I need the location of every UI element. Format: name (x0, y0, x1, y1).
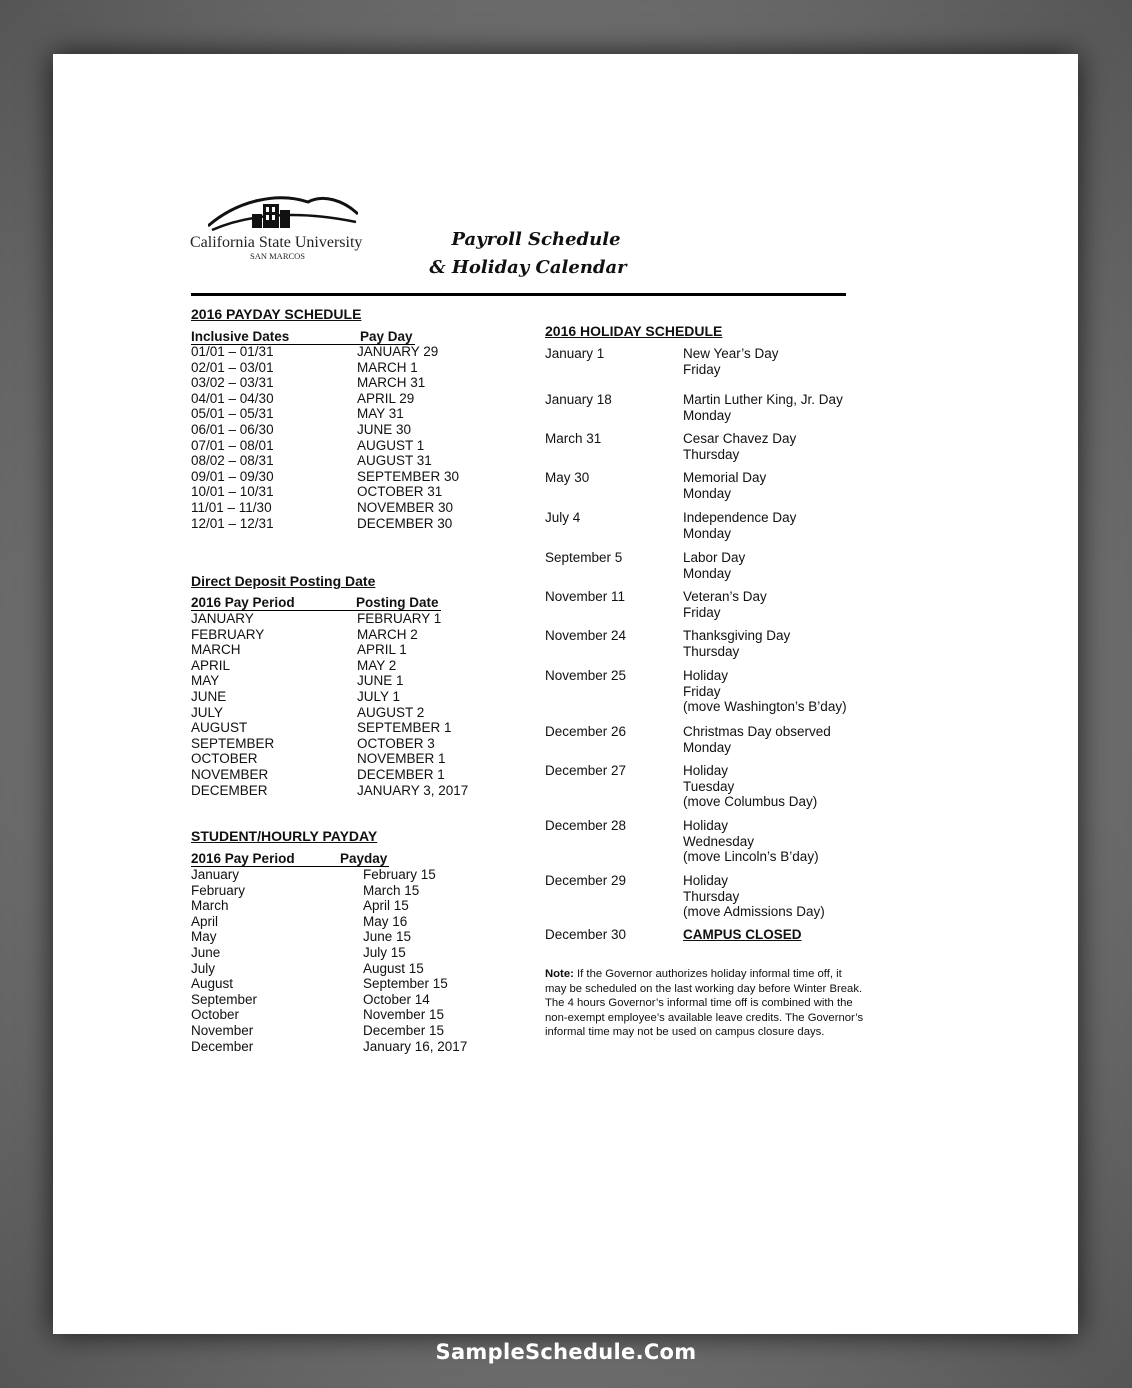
table-row (191, 961, 511, 977)
table-row (191, 720, 511, 736)
holiday-detail: Thursday (683, 888, 740, 904)
holiday-name: Holiday (683, 763, 729, 778)
table-cell-date: DECEMBER 1 (357, 766, 445, 782)
holiday-detail: Monday (683, 565, 732, 581)
table-row (191, 500, 491, 516)
deposit-section-title: Direct Deposit Posting Date (191, 573, 376, 589)
table-cell-period: December (191, 1038, 254, 1054)
holiday-name: Memorial Day (683, 470, 767, 485)
table-row (191, 375, 491, 391)
table-row (191, 642, 511, 658)
holiday-name: CAMPUS CLOSED (683, 927, 802, 942)
table-cell-period: JUNE (191, 688, 227, 704)
holiday-date: March 31 (545, 431, 602, 446)
table-cell-period: April (191, 913, 219, 929)
table-cell-date: December 15 (363, 1022, 445, 1038)
holiday-detail: Friday (683, 604, 721, 620)
holiday-date: May 30 (545, 470, 590, 485)
holiday-name: Labor Day (683, 550, 746, 565)
table-row (191, 484, 491, 500)
holiday-detail: Thursday (683, 643, 740, 659)
holiday-name: Holiday (683, 818, 729, 833)
logo-name: California State University (190, 234, 363, 251)
note-text: If the Governor authorizes holiday informal time off, it may be scheduled on the last working day before Winter Break. The 4 hours Governor’s informal time off is combined with the non-exempt employee’s available leave credits. The Governor’s informal time may not be used on campus closure days. (545, 968, 864, 1038)
holiday-name: New Year’s Day (683, 346, 779, 361)
table-cell-date: AUGUST 2 (357, 704, 425, 720)
holiday-description (683, 470, 766, 501)
holiday-date: December 30 (545, 927, 627, 942)
table-cell-period: 04/01 – 04/30 (191, 390, 274, 406)
holiday-date: December 27 (545, 763, 627, 778)
table-row (191, 1007, 511, 1023)
table-cell-period: FEBRUARY (191, 626, 265, 642)
table-cell-date: AUGUST 31 (357, 453, 432, 469)
table-row (191, 360, 491, 376)
table-cell-period: 06/01 – 06/30 (191, 421, 274, 437)
table-row (191, 914, 511, 930)
header-divider (191, 293, 846, 296)
watermark: SampleSchedule.Com (435, 1340, 697, 1364)
table-cell-period: October (191, 1007, 240, 1023)
table-row (191, 689, 511, 705)
table-row (191, 767, 511, 783)
table-cell-date: MARCH 1 (357, 359, 418, 375)
holiday-date: January 1 (545, 346, 605, 361)
table-row (191, 627, 511, 643)
table-cell-date: DECEMBER 30 (357, 515, 453, 531)
campus-skyline-icon (208, 190, 358, 236)
holiday-description (683, 589, 767, 620)
table-cell-period: SEPTEMBER (191, 735, 275, 751)
holiday-detail: (move Washington’s B’day) (683, 699, 847, 715)
table-row (191, 867, 511, 883)
holiday-detail: Friday (683, 361, 721, 377)
table-cell-period: August (191, 976, 234, 992)
table-cell-date: March 15 (363, 882, 420, 898)
table-cell-date: MAY 31 (357, 406, 404, 422)
holiday-detail: Monday (683, 407, 732, 423)
table-cell-date: February 15 (363, 867, 436, 882)
table-cell-date: April 15 (363, 898, 409, 914)
holiday-description (683, 927, 802, 943)
holiday-date: September 5 (545, 550, 623, 565)
payday-col1-header: Inclusive Dates (191, 329, 290, 344)
holiday-name: Martin Luther King, Jr. Day (683, 392, 843, 407)
table-row (191, 976, 511, 992)
table-cell-date: JANUARY 29 (357, 344, 439, 359)
holiday-section-title: 2016 HOLIDAY SCHEDULE (545, 323, 723, 339)
table-cell-period: January (191, 867, 240, 882)
table-cell-date: JUNE 30 (357, 421, 412, 437)
table-cell-period: 10/01 – 10/31 (191, 484, 274, 500)
holiday-detail: Monday (683, 485, 732, 501)
table-row (191, 469, 491, 485)
holiday-date: November 11 (545, 589, 626, 604)
holiday-description (683, 668, 847, 715)
table-cell-date: MAY 2 (357, 657, 397, 673)
holiday-detail: Monday (683, 739, 732, 755)
student-section-title: STUDENT/HOURLY PAYDAY (191, 828, 378, 844)
table-row (191, 736, 511, 752)
table-row (191, 406, 491, 422)
table-cell-period: 08/02 – 08/31 (191, 453, 274, 469)
table-cell-period: September (191, 991, 258, 1007)
table-cell-period: November (191, 1022, 254, 1038)
table-cell-period: OCTOBER (191, 751, 258, 767)
table-cell-period: 12/01 – 12/31 (191, 515, 274, 531)
holiday-name: Independence Day (683, 510, 797, 525)
table-row (191, 898, 511, 914)
table-cell-period: 05/01 – 05/31 (191, 406, 274, 422)
deposit-col2-header: Posting Date (356, 595, 439, 610)
holiday-description (683, 628, 790, 659)
table-cell-period: February (191, 882, 246, 898)
table-cell-date: MARCH 31 (357, 375, 426, 391)
holiday-description (683, 763, 817, 810)
holiday-detail: (move Admissions Day) (683, 904, 825, 920)
table-cell-period: March (191, 898, 229, 914)
holiday-date: December 26 (545, 724, 627, 739)
table-row (191, 883, 511, 899)
table-cell-date: January 16, 2017 (363, 1038, 468, 1054)
table-cell-period: July (191, 960, 216, 976)
document-title-line2: & Holiday Calendar (429, 257, 627, 278)
payday-table (191, 344, 491, 531)
holiday-description (683, 818, 819, 865)
table-cell-period: DECEMBER (191, 782, 268, 798)
table-cell-period: 11/01 – 11/30 (191, 499, 272, 515)
table-row (191, 516, 491, 532)
holiday-description (683, 346, 779, 377)
table-cell-period: JANUARY (191, 611, 254, 626)
table-row (191, 422, 491, 438)
holiday-date: November 25 (545, 668, 627, 683)
holiday-description (683, 392, 843, 423)
holiday-description (683, 510, 796, 541)
table-cell-period: AUGUST (191, 720, 248, 736)
table-cell-date: JUNE 1 (357, 673, 404, 689)
table-cell-date: June 15 (363, 929, 412, 945)
table-cell-date: JANUARY 3, 2017 (357, 782, 469, 798)
table-row (191, 1023, 511, 1039)
table-cell-period: JULY (191, 704, 224, 720)
table-row (191, 438, 491, 454)
table-row (191, 945, 511, 961)
holiday-date: November 24 (545, 628, 627, 643)
student-col2-header: Payday (340, 851, 388, 866)
holiday-name: Cesar Chavez Day (683, 431, 797, 446)
table-row (191, 783, 511, 799)
holiday-date: January 18 (545, 392, 612, 407)
table-cell-period: 07/01 – 08/01 (191, 437, 274, 453)
holiday-description (683, 873, 825, 920)
deposit-col1-header: 2016 Pay Period (191, 595, 295, 610)
holiday-name: Veteran’s Day (683, 589, 767, 604)
table-cell-date: May 16 (363, 913, 408, 929)
holiday-name: Thanksgiving Day (683, 628, 791, 643)
student-col1-header: 2016 Pay Period (191, 851, 295, 866)
document-title-line1: Payroll Schedule (451, 229, 621, 250)
table-cell-date: November 15 (363, 1007, 445, 1023)
university-logo (190, 190, 380, 265)
table-cell-date: MARCH 2 (357, 626, 418, 642)
table-cell-period: May (191, 929, 217, 945)
table-cell-date: SEPTEMBER 30 (357, 468, 460, 484)
table-cell-date: August 15 (363, 960, 424, 976)
table-cell-date: OCTOBER 31 (357, 484, 443, 500)
table-cell-period: 02/01 – 03/01 (191, 359, 274, 375)
table-row (191, 391, 491, 407)
holiday-detail: Wednesday (683, 833, 755, 849)
table-row (191, 453, 491, 469)
table-row (191, 344, 491, 360)
logo-subtitle: SAN MARCOS (250, 251, 306, 261)
table-cell-period: 03/02 – 03/31 (191, 375, 274, 391)
holiday-detail: (move Lincoln’s B’day) (683, 849, 819, 865)
table-cell-date: NOVEMBER 1 (357, 751, 446, 767)
note-label: Note: (545, 968, 574, 980)
table-cell-period: MARCH (191, 642, 241, 658)
holiday-detail: Monday (683, 525, 732, 541)
table-row (191, 929, 511, 945)
table-cell-date: NOVEMBER 30 (357, 499, 454, 515)
holiday-date: December 28 (545, 818, 627, 833)
table-cell-date: October 14 (363, 991, 430, 1007)
payday-section-title: 2016 PAYDAY SCHEDULE (191, 306, 362, 322)
table-cell-period: 01/01 – 01/31 (191, 344, 274, 359)
table-cell-period: 09/01 – 09/30 (191, 468, 274, 484)
table-cell-date: OCTOBER 3 (357, 735, 435, 751)
table-cell-period: NOVEMBER (191, 766, 269, 782)
holiday-description (683, 724, 831, 755)
holiday-detail: Tuesday (683, 778, 735, 794)
holiday-description (683, 550, 745, 581)
table-cell-date: July 15 (363, 944, 406, 960)
document-page (53, 54, 1078, 1334)
table-row (191, 992, 511, 1008)
holiday-detail: (move Columbus Day) (683, 794, 818, 810)
table-row (191, 673, 511, 689)
table-cell-period: MAY (191, 673, 220, 689)
table-row (191, 705, 511, 721)
holiday-description (683, 431, 796, 462)
student-table (191, 867, 511, 1054)
table-cell-date: JULY 1 (357, 688, 401, 704)
holiday-date: December 29 (545, 873, 627, 888)
table-cell-date: SEPTEMBER 1 (357, 720, 452, 736)
table-cell-period: June (191, 944, 221, 960)
table-cell-date: September 15 (363, 976, 448, 992)
holiday-detail: Friday (683, 683, 721, 699)
table-cell-date: FEBRUARY 1 (357, 611, 442, 626)
table-row (191, 658, 511, 674)
table-cell-date: APRIL 1 (357, 642, 407, 658)
deposit-table (191, 611, 511, 798)
holiday-name: Holiday (683, 873, 729, 888)
table-row (191, 751, 511, 767)
holiday-detail: Thursday (683, 446, 740, 462)
table-cell-period: APRIL (191, 657, 231, 673)
table-row (191, 1039, 511, 1055)
holiday-name: Holiday (683, 668, 729, 683)
table-cell-date: AUGUST 1 (357, 437, 425, 453)
note-paragraph (545, 967, 865, 1040)
holiday-name: Christmas Day observed (683, 724, 831, 739)
table-cell-date: APRIL 29 (357, 390, 415, 406)
payday-col2-header: Pay Day (360, 329, 413, 344)
holiday-date: July 4 (545, 510, 581, 525)
table-row (191, 611, 511, 627)
